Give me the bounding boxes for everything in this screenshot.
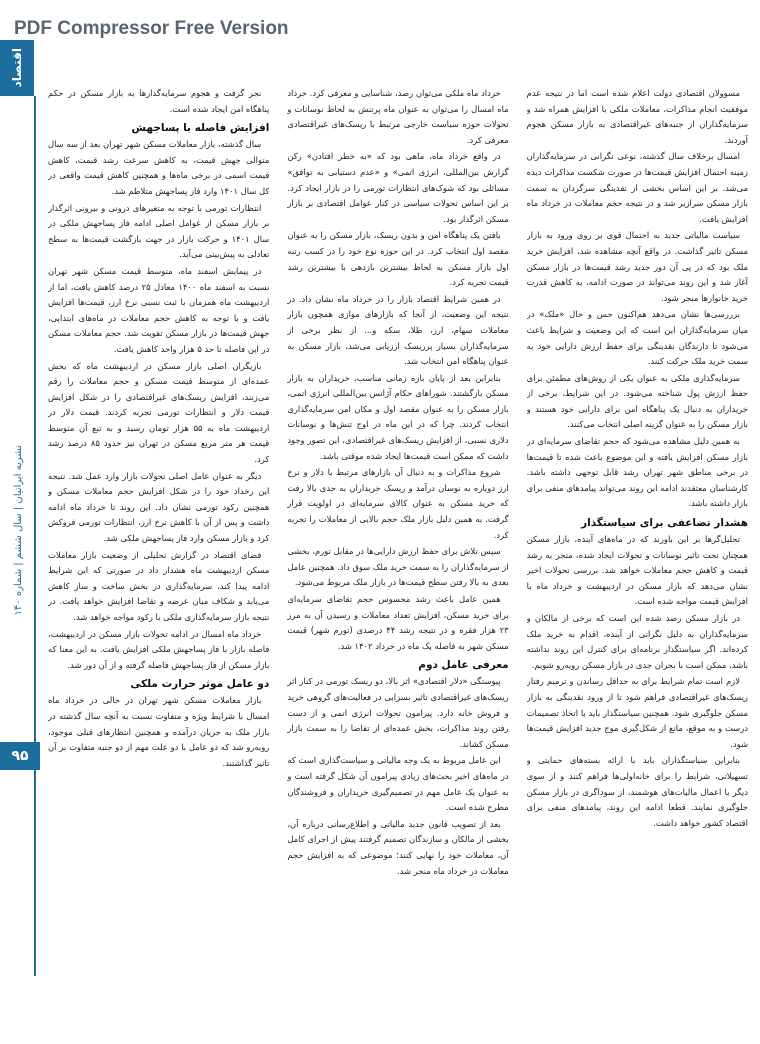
body-paragraph: خرداد ماه ملکی می‌توان رصد، شناسایی و معرفی کرد. خرداد ماه امسال را می‌توان به عنوان ماه پرتنش به لحاظ نوسانات و تحولات حوزه سیاست خارجی مرتبط با ریسک‌های غیراقتصادی معرفی کرد. (287, 88, 509, 145)
body-paragraph: خرداد ماه امسال در ادامه تحولات بازار مسکن در اردیبهشت، فاصله بازار با فاز پساجهش ملکی افزایش یافت. به این معنا که بازار مسکن از فاز پساجهش فاصله گرفته و از آن دور شد. (48, 628, 270, 670)
body-paragraph: مسوولان اقتصادی دولت اعلام شده است اما در نتیجه عدم موفقیت انجام مذاکرات، معاملات ملکی با افزایش همراه شد و سرمایه‌گذاران از جنبه‌های غیراقتصادی به بازار مسکن هجوم آوردند. (526, 88, 748, 145)
section-tab (0, 40, 34, 96)
column-middle (287, 86, 508, 1011)
body-paragraph: یافتن یک پناهگاه امن و بدون ریسک، بازار مسکن را به عنوان مقصد اول انتخاب کرد. در این حوزه نوع خود را در کسب رتبه اول بازار مسکن به لحاظ بیشترین بازدهی با بیشترین رشد قیمت تجربه کرد. (287, 230, 509, 288)
body-paragraph: بازار معاملات مسکن شهر تهران در حالی در خرداد ماه امسال با شرایط ویژه و متفاوت نسبت به آنچه سال گذشته در بازار ملک به جریان درآمده و همچنین انتظارهای قبلی موجود، روبه‌رو شد که دو عامل با دو علت مهم از دو جنبه متفاوت بر آن تاثیر گذاشتند. (48, 695, 270, 768)
body-paragraph: در واقع خرداد ماه، ماهی بود که «به خطر افتادن» رکن گزارش بین‌المللی، انرژی اتمی» و «عدم دستیابی به توافق» مسائلی بود که شوک‌های انتظارات تورمی را در بازار ایجاد کرد. بر این اساس تحولات سیاسی در کنار عوامل اقتصادی بر بازار مسکن اثرگذار بود. (287, 151, 509, 224)
body-paragraph: در بازار مسکن رصد شده این است که برخی از مالکان و سرمایه‌گذاران به دلیل نگرانی از آینده، اقدام به خرید ملک کرده‌اند. اگر سیاستگذار برنامه‌ای برای کنترل این روند نداشته باشد، ممکن است با بحران جدی در بازار مسکن روبه‌رو شویم. (526, 613, 748, 670)
body-paragraph: شروع مذاکرات و به دنبال آن بازارهای مرتبط با دلار و نرخ ارز دوباره به نوسان درآمد و ریسک خریداران به حدی بالا رفت که خرید مسکن به عنوان کالای سرمایه‌ای در اولویت قرار گرفت. به همین دلیل بازار ملک حجم بالایی از معاملات را تجربه کرد. (287, 467, 509, 540)
body-paragraph: پیوستگی «دلار اقتصادی» اثر بالا، دو ریسک تورمی در کنار اثر ریسک‌های غیراقتصادی تاثیر بسزایی در فعالیت‌های گروهی خرید و فروش خانه دارد. پیرامون تحولات انرژی اتمی و از دست رفتن روند مذاکرات، بخش عمده‌ای از تقاضا را به سمت بازار مسکن کشاند. (287, 676, 509, 749)
section-heading: دو عامل موثر حرارت ملکی (130, 678, 270, 691)
body-paragraph: همین عامل باعث رشد محسوس حجم تقاضای سرمایه‌ای برای خرید مسکن، افزایش تعداد معاملات و رسیدن آن به مرز ۲۳ هزار فقره و در نتیجه رشد ۴۴ درصدی (تورم شهر) قیمت مسکن شهر به فاصله یک ماه در خرداد ۱۴۰۲ شد. (287, 594, 509, 651)
section-heading: افزایش فاصله با پساجهش (131, 122, 270, 135)
body-paragraph: بعد از تصویب قانون جدید مالیاتی و اطلاع‌رسانی درباره آن، بخشی از مالکان و سازندگان تصمیم گرفتند پیش از اجرای کامل آن، معاملات خود را نهایی کنند؛ موضوعی که به افزایش حجم معاملات در خرداد ماه منجر شد. (287, 818, 509, 876)
body-paragraph: بنابراین بعد از پایان بازه زمانی مناسب، خریداران به بازار مسکن بازگشتند. شوراهای حکام آژانس بین‌المللی انرژی اتمی، بازار مسکن را به عنوان مقصد اول و مکان امن سرمایه‌گذاری انتخاب کردند. چرا که در این ماه در اوج تنش‌ها و نوسانات دلاری نسبی، از افزایش ریسک‌های غیراقتصادی، این تصور وجود داشت که ممکن است قیمت‌ها ایجاد شده موقتی باشد. (287, 372, 509, 461)
article-columns (48, 86, 748, 1011)
body-paragraph: سرمایه‌گذاری ملکی به عنوان یکی از روش‌های مطمئن برای حفظ ارزش پول شناخته می‌شود. در این شرایط، برخی از خریداران به دنبال یک پناهگاه امن برای دارایی خود هستند و بازار مسکن را به عنوان گزینه اصلی انتخاب می‌کنند. (526, 372, 748, 430)
section-heading: هشدار تضاعفی برای سیاستگذار (581, 517, 748, 530)
body-paragraph: دیگر به عنوان عامل اصلی تحولات بازار وارد عمل شد. نتیجه این رخداد خود را در شکل افزایش حجم معاملات مسکن و همچنین رکود تورمی نشان داد. این روند تا خرداد ماه ادامه داشت و پس از آن با کاهش نرخ ارز، انتظارات تورمی فروکش کرد و بازار مسکن وارد فاز پساجهش ملکی شد. (48, 470, 270, 544)
body-paragraph: سیاست مالیاتی جدید به احتمال قوی بر روی ورود به بازار مسکن تاثیر گذاشت. در واقع آنچه مشاهده شد، افزایش خرید ملک بود که در پی آن دور جدید رشد قیمت‌ها در بازار مسکن آغاز شد و این روند می‌تواند در صورت ادامه، به کاهش قدرت خرید خانوارها منجر شود. (526, 230, 748, 303)
body-paragraph: انتظارات تورمی با توجه به متغیرهای درونی و بیرونی اثرگذار بر بازار مسکن از عوامل اصلی ادامه فاز پساجهش ملکی در سال ۱۴۰۱ و حرکت بازار در جهت بازگشت قیمت‌ها به سطح تعادلی به پیش‌بینی می‌آید. (48, 202, 270, 260)
body-paragraph: لازم است تمام شرایط برای به حداقل رساندن و ترمیم رفتار ریسک‌های غیراقتصادی فراهم شود تا از ورود نقدینگی به بازار مسکن جلوگیری شود. همچنین سیاستگذار باید با اتخاذ تصمیمات درست و به موقع، مانع از شکل‌گیری موج جدید افزایش قیمت‌ها شود. (526, 676, 748, 749)
watermark-text: PDF Compressor Free Version (14, 18, 289, 39)
side-caption (6, 350, 30, 710)
body-paragraph: بنابراین سیاستگذاران باید با ارائه بسته‌های حمایتی و تسهیلاتی، شرایط را برای خانه‌اولی‌ها فراهم کنند و از سوی دیگر با اعمال مالیات‌های هوشمند، از سوداگری در بازار مسکن جلوگیری نمایند. قطعا ادامه این روند، پیامدهای منفی برای اقتصاد کشور خواهد داشت. (526, 755, 748, 828)
page-number: ۹۵ (0, 742, 40, 770)
side-rule (34, 96, 36, 976)
body-paragraph: فضای اقتصاد در گزارش تحلیلی از وضعیت بازار معاملات مسکن اردیبهشت ماه هشدار داد در صورتی که این شرایط ادامه پیدا کند، سرمایه‌گذاری در بخش ساخت و ساز کاهش می‌یابد و شکاف میان عرضه و تقاضا افزایش خواهد یافت. در نتیجه بازار سرمایه‌گذاری ملکی با رکود مواجه خواهد شد. (48, 549, 270, 622)
body-paragraph: در پیمایش اسفند ماه، متوسط قیمت مسکن شهر تهران نسبت به اسفند ماه ۱۴۰۰ معادل ۲۵ درصد کاهش یافت، اما از اردیبهشت ماه همزمان با ثبت نسبی نرخ ارز، قیمت‌ها افزایش یافت و با توجه به کاهش حجم معاملات در ماه‌های ابتدایی، جهش قیمت‌ها در بازار مسکن تقویت شد. حجم معاملات مسکن در این فاصله تا حد ۵ هزار واحد کاهش یافت. (48, 265, 270, 354)
column-left (527, 86, 748, 1011)
side-caption-text: نشریه ایرانیان | سال ششم | شماره ۱۴۰ (12, 444, 24, 616)
body-paragraph: نجر گرفت و هجوم سرمایه‌گذارها به بازار مسکن در حکم پناهگاه امن ایجاد شده است. (48, 88, 270, 114)
body-paragraph: برررسی‌ها نشان می‌دهد هم‌اکنون حس و حال «ملک» در میان سرمایه‌گذاران این است که این وضعیت و شرایط باعث می‌شود تا دارندگان نقدینگی برای حفظ ارزش دارایی خود به سمت خرید ملک حرکت کنند. (526, 309, 748, 367)
body-paragraph: بازیگران اصلی بازار مسکن در اردیبهشت ماه که بخش عمده‌ای از متوسط قیمت مسکن و حجم معاملات را رقم می‌زنند، افزایش ریسک‌های غیراقتصادی را در شکل افزایش قیمت دلار و انتظارات تورمی تجربه کردند. قیمت دلار در اردیبهشت ماه به ۵۵ هزار تومان رسید و به تبع آن متوسط قیمت هر متر مربع مسکن در تهران نیز حدود ۸۵ درصد رشد کرد. (48, 360, 270, 465)
section-heading: معرفی عامل دوم (418, 659, 509, 672)
body-paragraph: سپس تلاش برای حفظ ارزش دارایی‌ها در مقابل تورم، بخشی از سرمایه‌گذاران را به سمت خرید ملک سوق داد. همچنین عامل بعدی به بالا رفتن سطح قیمت‌ها در بازار ملک مربوط می‌شود. (287, 546, 509, 588)
body-paragraph: این عامل مربوط به یک وجه مالیاتی و سیاست‌گذاری است که در ماه‌های اخیر بحث‌های زیادی پیرامون آن شکل گرفته است و به عنوان یک عامل مهم در تصمیم‌گیری خریداران و فروشندگان مطرح شده است. (287, 755, 509, 813)
body-paragraph: امسال برخلاف سال گذشته، نوعی نگرانی در سرمایه‌گذاران زمینه احتمال افزایش قیمت‌ها در صورت شکست مذاکرات دیده می‌شد. بر این اساس بخشی از نقدینگی سرگردان به سمت بازار مسکن سرازیر شد و در نتیجه حجم معاملات در خرداد ماه افزایش یافت. (526, 151, 748, 224)
body-paragraph: تحلیل‌گرها بر این باورند که در ماه‌های آینده، بازار مسکن همچنان تحت تاثیر نوسانات و تحولات ایجاد شده، متجر به رشد قیمت و کاهش حجم معاملات خواهد شد. بررسی تحولات اخیر نشان می‌دهد که بازار مسکن در اردیبهشت و خرداد ماه با افزایش قیمت مواجه شده است. (526, 534, 748, 607)
section-tab-label: اقتصاد (10, 48, 24, 88)
body-paragraph: در همین شرایط اقتصاد بازار را در خرداد ماه نشان داد. در نتیجه این وضعیت، از آنجا که بازارهای موازی همچون بازار معاملات سهام، ارز، طلا، سکه و... از نظر برخی از سرمایه‌گذاران بسیار پرریسک ارزیابی می‌شد، بازار مسکن به عنوان پناهگاه امن انتخاب شد. (287, 293, 509, 367)
body-paragraph: به همین دلیل مشاهده می‌شود که حجم تقاضای سرمایه‌ای در بازار مسکن افزایش یافته و این موضوع باعث شده تا قیمت‌ها در برخی مناطق شهر تهران رشد قابل توجهی داشته باشد. کارشناسان معتقدند ادامه این روند می‌تواند پیامدهای منفی برای بازار داشته باشد. (526, 436, 748, 509)
column-right (48, 86, 269, 1011)
body-paragraph: سال گذشته، بازار معاملات مسکن شهر تهران بعد از سه سال متوالی جهش قیمت، به کاهش سرعت رشد قیمت، کاهش قیمت اسمی در برخی ماه‌ها و همچنین کاهش قیمت واقعی در کل سال ۱۴۰۱ وارد فاز پساجهش متلاطم شد. (48, 139, 270, 196)
